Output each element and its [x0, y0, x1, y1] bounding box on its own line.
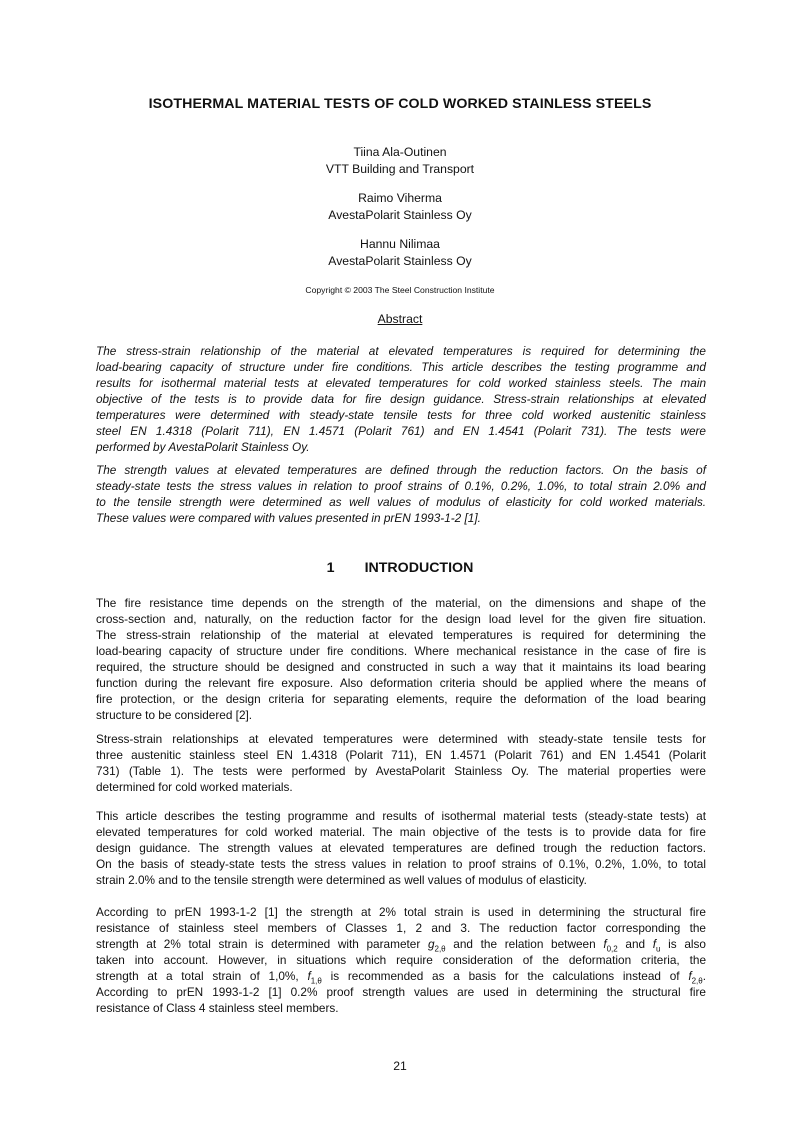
text-line: to the tensile strength were determined as well values of modulus of elasticity for cold worked materials. [96, 495, 706, 509]
paper-title: ISOTHERMAL MATERIAL TESTS OF COLD WORKED STAINLESS STEELS [148, 96, 652, 112]
text-line: Stress-strain relationships at elevated temperatures were determined with steady-state tensile tests for [96, 732, 706, 746]
text-line: performed by AvestaPolarit Stainless Oy. [96, 440, 310, 454]
text-line [96, 968, 706, 984]
text-line: According to prEN 1993-1-2 [1] 0.2% proof strength values are used in determining the structural fire [96, 985, 706, 999]
math-subscript: 2,θ [434, 944, 446, 954]
intro-paragraph-4 [96, 904, 706, 1016]
text-line: structure to be considered [2]. [96, 708, 253, 722]
math-subscript: 1,θ [310, 976, 322, 986]
math-subscript: 0,2 [606, 944, 618, 954]
text-line: resistance of Class 4 stainless steel members. [96, 1001, 339, 1015]
text-line: fire protection, or the design criteria for separating elements, require the deformation of the load bearing [96, 692, 706, 706]
intro-paragraph-1 [96, 595, 706, 723]
text-line: taken into account. However, in situations which require consideration of the deformation criteria, the [96, 953, 706, 967]
text-line: This article describes the testing programme and results of isothermal material tests (steady-state tests) at [96, 809, 706, 823]
text-fragment: is recommended as a basis for the calculations instead of [321, 969, 689, 983]
section-title: INTRODUCTION [364, 560, 474, 576]
text-line: These values were compared with values presented in prEN 1993-1-2 [1]. [96, 511, 481, 525]
math-symbol: f [688, 969, 692, 983]
text-fragment: is also [660, 937, 706, 951]
text-line: determined for cold worked materials. [96, 780, 293, 794]
text-line: objective of the tests is to provide data for fire design guidance. Stress-strain relationships at elevated [96, 392, 706, 406]
text-line: temperatures were determined with steady-state tensile tests for three cold worked austenitic stainless [96, 408, 706, 422]
math-subscript: u [656, 944, 661, 954]
text-fragment: and the relation between [445, 937, 604, 951]
math-symbol: g [427, 937, 435, 951]
author-affiliation: AvestaPolarit Stainless Oy [328, 254, 472, 268]
intro-paragraph-3 [96, 808, 706, 888]
text-line: 731) (Table 1). The tests were performed by AvestaPolarit Stainless Oy. The material properties were [96, 764, 706, 778]
abstract-paragraph-1 [96, 343, 706, 455]
text-line: On the basis of steady-state tests the stress values in relation to proof strains of 0.1%, 0.2%, 1.0%, to total [96, 857, 706, 871]
abstract-heading: Abstract [377, 312, 423, 326]
author-affiliation: AvestaPolarit Stainless Oy [328, 208, 472, 222]
text-line: load-bearing capacity of structure under fire conditions. Where mechanical resistance in the case of fire is [96, 644, 706, 658]
text-line: required, the structure should be designed and constructed in such a way that it maintains its load bearing [96, 660, 706, 674]
text-line: resistance of stainless steel members of Classes 1, 2 and 3. The reduction factor corresponding the [96, 921, 706, 935]
page-number: 21 [393, 1059, 407, 1073]
text-line: The stress-strain relationship of the material at elevated temperatures is required for determining the [96, 344, 706, 358]
text-line: design guidance. The strength values at elevated temperatures are defined trough the reduction factors. [96, 841, 706, 855]
text-line: steel EN 1.4318 (Polarit 711), EN 1.4571 (Polarit 761) and EN 1.4541 (Polarit 731). The tests were [96, 424, 706, 438]
author-1 [0, 144, 800, 178]
text-line: elevated temperatures for cold worked material. The main objective of the tests is to provide data for fire [96, 825, 706, 839]
text-fragment: . [702, 969, 706, 983]
text-line: The strength values at elevated temperatures are defined through the reduction factors. On the basis of [96, 463, 706, 477]
text-line: strain 2.0% and to the tensile strength were determined as well values of modulus of elasticity. [96, 873, 587, 887]
author-name: Raimo Viherma [358, 191, 442, 205]
text-fragment: strength at a total strain of 1,0%, [96, 969, 308, 983]
text-line: According to prEN 1993-1-2 [1] the strength at 2% total strain is used in determining the structural fire [96, 905, 706, 919]
text-line: The stress-strain relationship of the material at elevated temperatures is required for determining the [96, 628, 706, 642]
text-line: results for isothermal material tests at elevated temperatures for cold worked stainless steels. The main [96, 376, 706, 390]
author-name: Hannu Nilimaa [360, 237, 440, 251]
text-line: steady-state tests the stress values in relation to proof strains of 0.1%, 0.2%, 1.0%, to total strain 2.0% and [96, 479, 706, 493]
math-subscript: 2,θ [691, 976, 703, 986]
text-line [96, 936, 706, 952]
intro-paragraph-2 [96, 731, 706, 795]
text-line: three austenitic stainless steel EN 1.4318 (Polarit 711), EN 1.4571 (Polarit 761) and EN 1.4541 (Polarit [96, 748, 706, 762]
text-line: function during the relevant fire exposure. Also deformation criteria should be applied where the means of [96, 676, 706, 690]
section-heading-introduction [0, 560, 800, 576]
author-3 [0, 236, 800, 270]
section-number: 1 [326, 560, 335, 576]
math-symbol: f [307, 969, 311, 983]
text-fragment: and [617, 937, 653, 951]
math-symbol: f [652, 937, 657, 951]
text-line: The fire resistance time depends on the strength of the material, on the dimensions and shape of the [96, 596, 706, 610]
author-2 [0, 190, 800, 224]
text-line: load-bearing capacity of structure under fire conditions. This article describes the testing programme and [96, 360, 706, 374]
math-symbol: f [603, 937, 607, 951]
copyright-notice: Copyright © 2003 The Steel Construction Institute [305, 285, 495, 295]
text-line: cross-section and, naturally, on the reduction factor for the design load level for the given fire situation. [96, 612, 706, 626]
text-fragment: strength at 2% total strain is determined with parameter [96, 937, 428, 951]
author-affiliation: VTT Building and Transport [325, 162, 475, 176]
abstract-paragraph-2 [96, 462, 706, 526]
author-name: Tiina Ala-Outinen [353, 145, 447, 159]
